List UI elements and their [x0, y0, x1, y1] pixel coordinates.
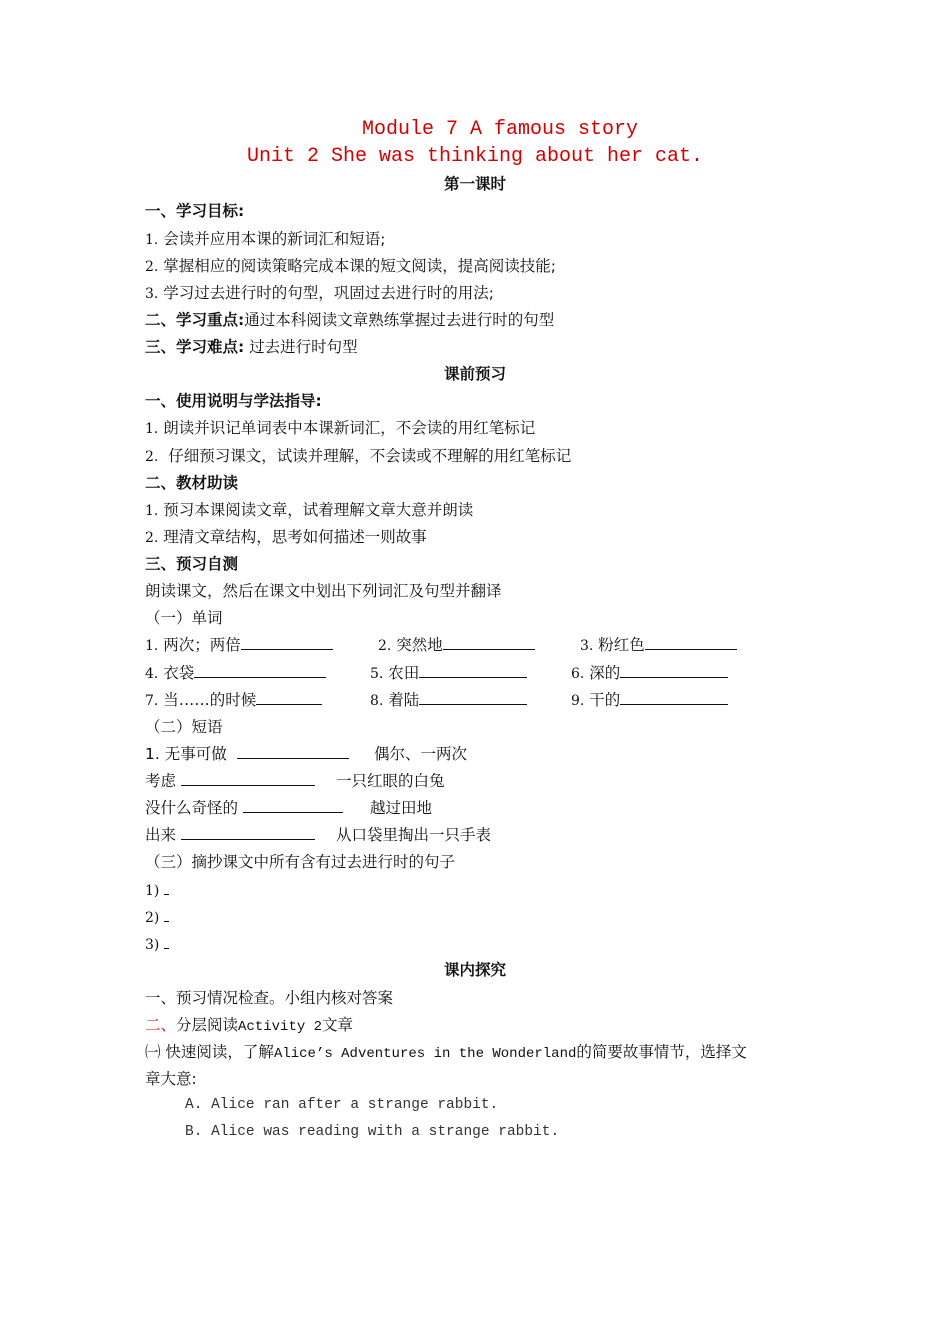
inclass-item: 二、分层阅读Activity 2文章	[145, 1016, 354, 1035]
phrase-item: 从口袋里掏出一只手表	[336, 826, 492, 844]
sentence-line: 2)	[145, 906, 169, 929]
answer-blank[interactable]	[645, 635, 737, 650]
textbook-item: 1. 预习本课阅读文章，试着理解文章大意并朗读	[145, 501, 474, 519]
answer-blank[interactable]	[181, 825, 315, 840]
answer-blank[interactable]	[620, 690, 728, 705]
module-title: Module 7 A famous story	[361, 118, 639, 141]
lesson-heading: 第一课时	[443, 175, 506, 193]
answer-blank[interactable]	[181, 771, 315, 786]
answer-blank[interactable]	[241, 635, 333, 650]
sentence-line: 3)	[145, 933, 169, 956]
word-item: 3. 粉红色	[580, 634, 737, 657]
selftest-heading: 三、预习自测	[145, 555, 239, 573]
phrase-item: 偶尔、一两次	[374, 745, 468, 763]
option-a: A. Alice ran after a strange rabbit.	[185, 1097, 499, 1113]
answer-blank[interactable]	[164, 880, 169, 895]
answer-blank[interactable]	[443, 635, 535, 650]
answer-blank[interactable]	[256, 690, 322, 705]
selftest-instruction: 朗读课文，然后在课文中划出下列词汇及句型并翻译	[145, 582, 502, 600]
unit-title: Unit 2 She was thinking about her cat.	[246, 145, 704, 168]
phrase-item: 1. 无事可做	[145, 743, 349, 765]
sentence-line: 1)	[145, 879, 169, 902]
word-item: 2. 突然地	[378, 634, 535, 657]
objective-item: 2. 掌握相应的阅读策略完成本课的短文阅读，提高阅读技能;	[145, 257, 557, 275]
phrase-item: 越过田地	[370, 799, 433, 817]
phrase-item: 考虑	[145, 770, 315, 792]
answer-blank[interactable]	[164, 907, 169, 922]
word-item: 7. 当……的时候	[145, 689, 322, 712]
key-point: 二、学习重点:通过本科阅读文章熟练掌握过去进行时的句型	[145, 311, 555, 329]
guide-item: 2. 仔细预习课文，试读并理解，不会读或不理解的用红笔标记	[145, 447, 572, 465]
guide-item: 1. 朗读并识记单词表中本课新词汇，不会读的用红笔标记	[145, 419, 536, 437]
answer-blank[interactable]	[419, 690, 527, 705]
phrase-item: 一只红眼的白兔	[336, 772, 445, 790]
fast-reading-task-cont: 章大意:	[145, 1070, 197, 1088]
answer-blank[interactable]	[194, 663, 326, 678]
objectives-heading: 一、学习目标:	[145, 202, 245, 220]
preview-heading: 课前预习	[443, 365, 506, 383]
sentences-heading: （三）摘抄课文中所有含有过去进行时的句子	[145, 853, 456, 871]
word-item: 1. 两次；两倍	[145, 634, 333, 657]
word-item: 5. 农田	[370, 662, 527, 685]
word-item: 8. 着陆	[370, 689, 527, 712]
phrases-heading: （二）短语	[145, 718, 223, 736]
option-b: B. Alice was reading with a strange rabbit.	[185, 1124, 560, 1140]
word-item: 6. 深的	[571, 662, 728, 685]
phrase-item: 没什么奇怪的	[145, 797, 343, 819]
objective-item: 1. 会读并应用本课的新词汇和短语;	[145, 230, 386, 248]
answer-blank[interactable]	[419, 663, 527, 678]
answer-blank[interactable]	[620, 663, 728, 678]
fast-reading-task: ㈠ 快速阅读，了解Alice’s Adventures in the Wonderland的简要故事情节，选择文	[145, 1043, 747, 1062]
word-item: 4. 衣袋	[145, 662, 326, 685]
objective-item: 3. 学习过去进行时的句型，巩固过去进行时的用法;	[145, 284, 495, 302]
textbook-heading: 二、教材助读	[145, 474, 239, 492]
answer-blank[interactable]	[237, 744, 349, 759]
answer-blank[interactable]	[164, 934, 169, 949]
words-heading: （一）单词	[145, 609, 223, 627]
inclass-heading: 课内探究	[443, 961, 506, 979]
difficulty: 三、学习难点: 过去进行时句型	[145, 338, 358, 356]
textbook-item: 2. 理清文章结构，思考如何描述一则故事	[145, 528, 427, 546]
answer-blank[interactable]	[243, 798, 343, 813]
phrase-item: 出来	[145, 824, 315, 846]
word-item: 9. 干的	[571, 689, 728, 712]
inclass-item: 一、预习情况检查。小组内核对答案	[145, 989, 394, 1007]
guide-heading: 一、使用说明与学法指导:	[145, 392, 322, 410]
